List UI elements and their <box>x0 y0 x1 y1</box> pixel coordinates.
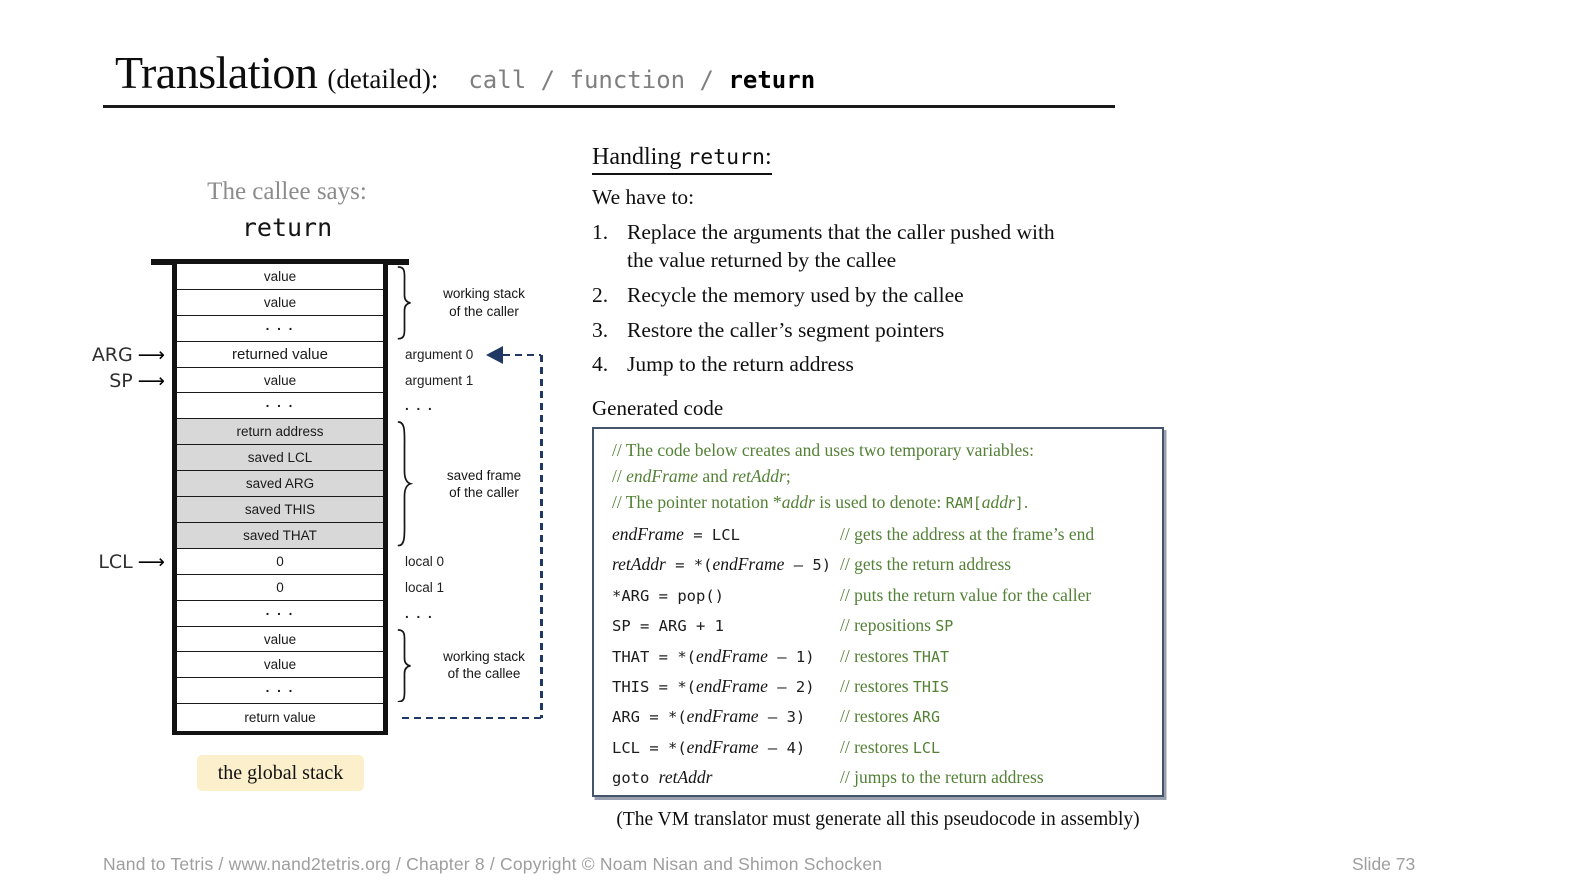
code-segment: retAddr <box>658 767 713 788</box>
handling-step <box>592 219 1059 274</box>
slide-number: Slide 73 <box>1352 854 1416 874</box>
code-segment: SP = ARG + 1 <box>612 617 724 636</box>
stack-side-label: local 1 <box>405 579 445 595</box>
brace-label <box>428 648 540 683</box>
footer-credits: Nand to Tetris / www.nand2tetris.org / Chapter 8 / Copyright © Noam Nisan and Shimon Schocken <box>103 854 883 874</box>
heading-colon: : <box>765 144 772 170</box>
brace-label <box>428 467 540 502</box>
code-segment: endFrame <box>696 645 768 666</box>
stack-row <box>177 549 383 575</box>
stack-row <box>177 342 383 368</box>
stack-row-label: . . . <box>265 680 295 696</box>
code-segment: // restores <box>840 675 913 696</box>
cmd-function: function <box>569 66 686 94</box>
stack-row <box>177 678 383 704</box>
stack-row <box>177 419 383 445</box>
cmd-call: call <box>468 66 527 94</box>
code-line <box>612 706 1162 736</box>
code-line <box>612 737 1162 767</box>
stack-row-label: value <box>263 657 297 673</box>
code-segment: // restores <box>840 736 913 757</box>
handling-return-heading <box>592 144 772 175</box>
code-segment: endFrame <box>696 675 768 696</box>
pointer-label: SP <box>109 369 133 392</box>
stack-row <box>177 601 383 627</box>
code-statement <box>612 646 840 667</box>
connector-dash-top <box>503 354 541 357</box>
code-segment: – 3) <box>758 708 806 727</box>
code-segment: retAddr <box>612 554 666 575</box>
code-statement <box>612 587 840 606</box>
code-line <box>612 585 1162 615</box>
code-segment: endFrame <box>612 524 684 544</box>
code-line-comment <box>840 615 953 636</box>
stack-row-label: 0 <box>276 579 284 595</box>
step-number: 1. <box>592 220 609 244</box>
cmd-sep: / <box>526 66 570 94</box>
connector-arrowhead-icon <box>486 346 503 364</box>
step-text: Recycle the memory used by the callee <box>627 283 964 307</box>
code-segment: . <box>1023 492 1029 512</box>
code-segment: LCL <box>912 738 940 757</box>
code-segment: ; <box>785 466 791 486</box>
stack-row-label: . . . <box>265 395 295 411</box>
code-segment: – 1) <box>767 647 815 666</box>
stack-row <box>177 497 383 523</box>
stack-side-label: argument 1 <box>405 372 474 388</box>
handling-step <box>592 351 1059 379</box>
step-text: Restore the caller’s segment pointers <box>627 317 945 342</box>
stack-row-label: 0 <box>276 553 284 569</box>
stack-row-label: value <box>263 294 297 310</box>
code-line <box>612 767 1162 797</box>
heading-mono-part: return <box>687 145 765 170</box>
code-statement <box>612 706 840 727</box>
code-segment: THAT = *( <box>612 647 696 666</box>
code-lines <box>612 524 1162 798</box>
stack-side-label: local 0 <box>405 553 445 569</box>
code-statement <box>612 737 840 758</box>
code-segment: ARG = *( <box>612 708 687 727</box>
brace-label-line: of the caller <box>449 303 519 319</box>
header-rule <box>103 105 1115 108</box>
code-segment: // The code below creates and uses two temporary variables: <box>612 440 1034 460</box>
code-segment: // jumps to the return address <box>840 767 1044 788</box>
cmd-sep: / <box>685 66 729 94</box>
code-line-comment <box>840 737 940 758</box>
code-segment: retAddr <box>732 466 786 486</box>
code-line <box>612 524 1162 554</box>
slide-title <box>115 46 815 99</box>
stack-side-label: argument 0 <box>405 346 474 362</box>
right-arrow-icon: ⟶ <box>137 550 165 573</box>
callee-says-label: The callee says: <box>207 178 367 205</box>
code-segment: is used to denote: <box>814 492 946 512</box>
code-segment: addr <box>781 492 815 512</box>
code-segment: and <box>698 466 733 486</box>
code-statement <box>612 524 840 545</box>
brace-icon <box>397 266 413 345</box>
global-stack-diagram <box>172 264 388 735</box>
stack-row-label: . . . <box>265 317 295 333</box>
code-line-comment <box>840 646 949 667</box>
stack-row <box>177 653 383 679</box>
code-segment: endFrame <box>686 736 759 757</box>
stack-row-label: . . . <box>265 602 295 618</box>
code-segment: ] <box>1014 494 1024 512</box>
stack-row <box>177 264 383 290</box>
right-arrow-icon: ⟶ <box>137 369 165 392</box>
code-segment: // <box>612 466 627 486</box>
brace-icon <box>397 421 413 552</box>
code-segment: addr <box>981 492 1015 512</box>
code-segment: *ARG = pop() <box>612 586 724 605</box>
pointer-lcl <box>60 550 165 574</box>
title-subtitle: (detailed): <box>327 64 439 94</box>
code-segment: THIS = *( <box>612 677 696 696</box>
code-comment-line <box>612 466 1162 492</box>
code-statement <box>612 767 840 788</box>
code-segment: – 2) <box>767 677 815 696</box>
code-segment: goto <box>612 769 659 788</box>
code-comment-line <box>612 492 1162 518</box>
connector-dash-bottom <box>402 717 542 720</box>
step-number: 4. <box>592 352 609 376</box>
code-line <box>612 646 1162 676</box>
code-segment: THAT <box>912 647 950 666</box>
stack-row-label: returned value <box>232 345 328 363</box>
brace-label <box>428 285 540 320</box>
code-line <box>612 676 1162 706</box>
brace-label-line: of the caller <box>449 485 519 501</box>
generated-code-box <box>592 427 1164 797</box>
pointer-sp <box>60 369 165 393</box>
code-segment: // gets the return address <box>840 554 1012 575</box>
stack-row <box>177 316 383 342</box>
code-line-comment <box>840 676 949 697</box>
brace-label-line: working stack <box>443 648 525 664</box>
brace-label-line: saved frame <box>446 467 522 483</box>
pointer-label: ARG <box>91 343 133 366</box>
code-segment: // puts the return value for the caller <box>840 584 1092 605</box>
stack-row-label: value <box>263 372 297 388</box>
stack-row-label: return value <box>244 709 316 725</box>
pseudocode-caption: (The VM translator must generate all this pseudocode in assembly) <box>616 809 1140 830</box>
stack-row <box>177 575 383 601</box>
brace-label-line: working stack <box>443 286 525 302</box>
code-line-comment <box>840 585 1091 606</box>
stack-row-label: saved LCL <box>247 450 313 466</box>
code-segment: // restores <box>840 706 913 727</box>
stack-row-label: value <box>263 268 297 284</box>
code-statement <box>612 676 840 697</box>
stack-side-label: . . . <box>405 605 434 621</box>
code-line-comment <box>840 524 1094 545</box>
code-segment: SP <box>935 617 954 636</box>
handling-step <box>592 282 1059 310</box>
code-segment: – 4) <box>758 738 806 757</box>
code-segment: endFrame <box>686 706 759 727</box>
code-segment: RAM[ <box>945 494 982 512</box>
code-statement <box>612 554 840 575</box>
stack-row-label: value <box>263 631 297 647</box>
code-segment: // restores <box>840 645 913 666</box>
pointer-label: LCL <box>98 550 133 573</box>
stack-row <box>177 445 383 471</box>
heading-serif-part: Handling <box>592 144 688 170</box>
global-stack-caption: the global stack <box>197 755 364 791</box>
code-segment: ARG <box>912 708 940 727</box>
code-segment: // repositions <box>840 615 936 636</box>
code-line <box>612 554 1162 584</box>
stack-row <box>177 627 383 653</box>
step-text: Jump to the return address <box>627 352 854 376</box>
title-main: Translation <box>115 47 318 98</box>
code-segment: LCL = *( <box>612 738 687 757</box>
pointer-arg <box>60 343 165 367</box>
step-number: 2. <box>592 283 609 307</box>
code-segment: = LCL <box>683 526 740 544</box>
cmd-return: return <box>728 66 816 94</box>
code-comment-line <box>612 440 1162 466</box>
code-segment: // gets the address at the frame’s end <box>840 524 1095 544</box>
brace-label-line: of the callee <box>447 666 521 682</box>
we-have-to-label: We have to: <box>592 185 695 209</box>
right-arrow-icon: ⟶ <box>137 343 165 366</box>
stack-row-label: return address <box>236 424 324 440</box>
generated-code-label: Generated code <box>592 396 724 420</box>
stack-row <box>177 471 383 497</box>
stack-row <box>177 394 383 420</box>
step-number: 3. <box>592 317 609 342</box>
code-segment: endFrame <box>712 554 785 575</box>
handling-step <box>592 317 1059 345</box>
code-segment: endFrame <box>626 466 699 486</box>
code-segment: THIS <box>912 677 950 696</box>
stack-row-label: saved THAT <box>243 527 317 543</box>
stack-row <box>177 290 383 316</box>
stack-row-label: saved ARG <box>245 476 315 492</box>
stack-row <box>177 523 383 549</box>
code-line-comment <box>840 706 940 727</box>
code-statement <box>612 617 840 636</box>
stack-row <box>177 704 383 730</box>
step-text: Replace the arguments that the caller pushed with the value returned by the callee <box>627 220 1055 272</box>
connector-dash-vertical <box>540 355 543 718</box>
stack-row-label: saved THIS <box>244 502 316 518</box>
callee-command: return <box>241 213 333 242</box>
brace-icon <box>397 629 413 708</box>
code-line-comment <box>840 767 1044 788</box>
code-segment: – 5) <box>784 556 832 575</box>
code-line-comment <box>840 554 1011 575</box>
code-segment: // The pointer notation * <box>612 492 782 512</box>
code-line <box>612 615 1162 645</box>
stack-row <box>177 368 383 394</box>
title-commands <box>468 66 815 94</box>
stack-side-label: . . . <box>405 398 434 414</box>
code-segment: = *( <box>665 556 713 575</box>
